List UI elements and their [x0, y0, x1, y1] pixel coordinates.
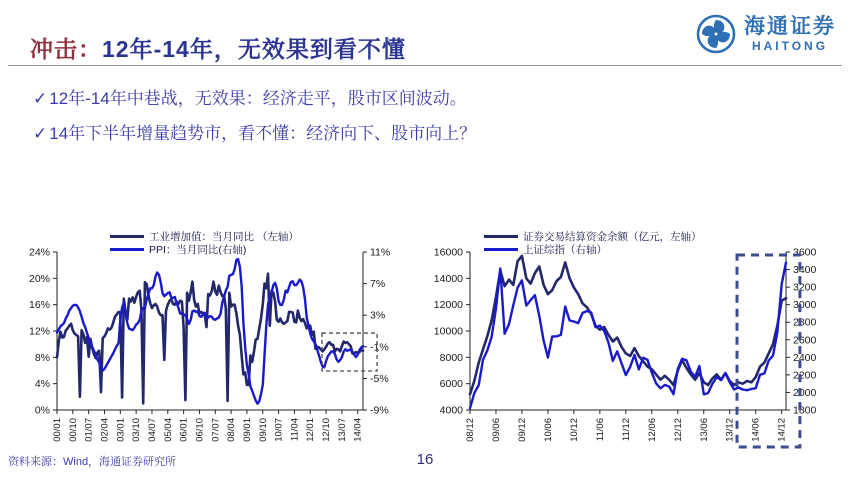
x-axis-tick-label: 12/10: [321, 418, 333, 442]
x-axis-tick-label: 13/06: [698, 418, 710, 442]
x-axis-tick-label: 11/04: [289, 418, 301, 442]
x-axis-tick-label: 14/04: [352, 418, 364, 442]
left-axis-tick-label: 4%: [34, 378, 50, 391]
legend-line-swatch: [110, 235, 144, 238]
x-axis-tick-label: 11/12: [620, 418, 632, 442]
x-axis-tick-label: 10/06: [542, 418, 554, 442]
x-axis-tick-label: 10/07: [273, 418, 285, 442]
x-axis-tick-label: 12/01: [305, 418, 317, 442]
left-axis-tick-label: 8000: [439, 351, 463, 364]
x-axis-tick-label: 03/10: [131, 418, 143, 442]
right-chart-legend: [484, 230, 702, 255]
x-axis-tick-label: 01/07: [83, 418, 95, 442]
series-line-0: [470, 256, 786, 394]
left-axis-tick-label: 10000: [433, 325, 463, 338]
legend-item: [110, 243, 299, 255]
page-number: 16: [416, 451, 434, 468]
bullet-2-text: 14年下半年增量趋势市，看不懂：经济向下、股市向上？: [49, 124, 477, 143]
title-main: 12年-14年，无效果到看不懂: [102, 36, 406, 63]
haitong-logo-icon: [695, 13, 737, 55]
legend-label: PPI：当月同比(右轴): [149, 243, 247, 256]
logo-name-en: HAITONG: [751, 39, 829, 53]
page-title: [30, 31, 406, 64]
right-axis-tick-label: 3400: [793, 264, 817, 277]
series-line-0: [57, 274, 363, 404]
right-axis-tick-label: 1800: [793, 404, 817, 417]
legend-label: 证券交易结算资金余额（亿元，左轴）: [523, 230, 702, 243]
left-axis-tick-label: 0%: [34, 404, 50, 417]
left-axis-tick-label: 16%: [28, 299, 50, 312]
left-axis-tick-label: 6000: [439, 378, 463, 391]
x-axis-tick-label: 10/12: [568, 418, 580, 442]
series-line-1: [470, 263, 786, 409]
left-chart-legend: [110, 230, 299, 255]
left-axis-tick-label: 24%: [28, 246, 50, 259]
check-icon: ✓: [33, 89, 48, 108]
x-axis-tick-label: 09/06: [490, 418, 502, 442]
right-axis-tick-label: 3600: [793, 246, 817, 259]
x-axis-tick-label: 12/12: [672, 418, 684, 442]
right-axis-tick-label: 3000: [793, 299, 817, 312]
source-note: 资料来源：Wind，海通证券研究所: [8, 456, 177, 468]
right-axis-tick-label: 7%: [370, 278, 386, 291]
right-axis-tick-label: 2800: [793, 316, 817, 329]
left-axis-tick-label: 12000: [433, 299, 463, 312]
x-axis-tick-label: 13/12: [724, 418, 736, 442]
left-axis-tick-label: 14000: [433, 272, 463, 285]
right-axis-tick-label: 2000: [793, 386, 817, 399]
x-axis-tick-label: 00/10: [67, 418, 79, 442]
title-divider: [8, 65, 842, 66]
logo-name-cn: 海通证券: [744, 14, 836, 38]
legend-item: [484, 230, 702, 242]
legend-item: [110, 230, 299, 242]
x-axis-tick-label: 13/07: [336, 418, 348, 442]
right-axis-tick-label: -5%: [370, 372, 389, 385]
legend-line-swatch: [110, 248, 144, 251]
right-axis-tick-label: 3200: [793, 281, 817, 294]
x-axis-tick-label: 09/10: [257, 418, 269, 442]
x-axis-tick-label: 03/01: [115, 418, 127, 442]
legend-label: 工业增加值：当月同比 （左轴）: [149, 230, 299, 243]
right-axis-tick-label: 3%: [370, 309, 386, 322]
x-axis-tick-label: 08/12: [465, 418, 476, 442]
left-axis-tick-label: 12%: [28, 325, 50, 338]
left-axis-tick-label: 8%: [34, 351, 50, 364]
x-axis-tick-label: 09/01: [241, 418, 253, 442]
x-axis-tick-label: 06/10: [194, 418, 206, 442]
legend-line-swatch: [484, 235, 518, 238]
x-axis-tick-label: 12/06: [646, 418, 658, 442]
haitong-logo: [695, 13, 836, 55]
bullet-1-text: 12年-14年中巷战，无效果：经济走平，股市区间波动。: [49, 89, 467, 108]
right-axis-tick-label: 2600: [793, 334, 817, 347]
check-icon: ✓: [33, 124, 48, 143]
right-axis-tick-label: 11%: [370, 246, 391, 259]
right-axis-tick-label: 2400: [793, 351, 817, 364]
x-axis-tick-label: 08/04: [226, 418, 238, 442]
bullet-1: [33, 84, 467, 109]
x-axis-tick-label: 05/04: [162, 418, 174, 442]
x-axis-tick-label: 09/12: [516, 418, 528, 442]
x-axis-tick-label: 02/04: [99, 418, 111, 442]
legend-line-swatch: [484, 248, 518, 251]
haitong-logo-text: [744, 16, 836, 52]
x-axis-tick-label: 04/07: [146, 418, 158, 442]
x-axis-tick-label: 11/06: [594, 418, 606, 442]
left-axis-tick-label: 4000: [439, 404, 463, 417]
left-axis-tick-label: 16000: [433, 246, 463, 259]
legend-item: [484, 243, 702, 255]
x-axis-tick-label: 14/12: [776, 418, 788, 442]
x-axis-tick-label: 14/06: [750, 418, 762, 442]
x-axis-tick-label: 06/01: [178, 418, 190, 442]
right-axis-tick-label: 2200: [793, 369, 817, 382]
x-axis-tick-label: 07/07: [210, 418, 222, 442]
x-axis-tick-label: 00/01: [52, 418, 63, 442]
legend-label: 上证综指（右轴）: [523, 243, 607, 256]
left-chart-industrial-ppi: [22, 228, 414, 463]
series-line-1: [57, 259, 363, 404]
left-axis-tick-label: 20%: [28, 272, 50, 285]
bullet-2: [33, 119, 476, 144]
right-axis-tick-label: -9%: [370, 404, 389, 417]
right-chart-funds-sse: [418, 228, 850, 463]
title-prefix: 冲击：: [30, 36, 102, 63]
left-chart-svg: [22, 228, 414, 463]
right-chart-svg: [418, 228, 850, 463]
right-axis-tick-label: -1%: [370, 341, 389, 354]
